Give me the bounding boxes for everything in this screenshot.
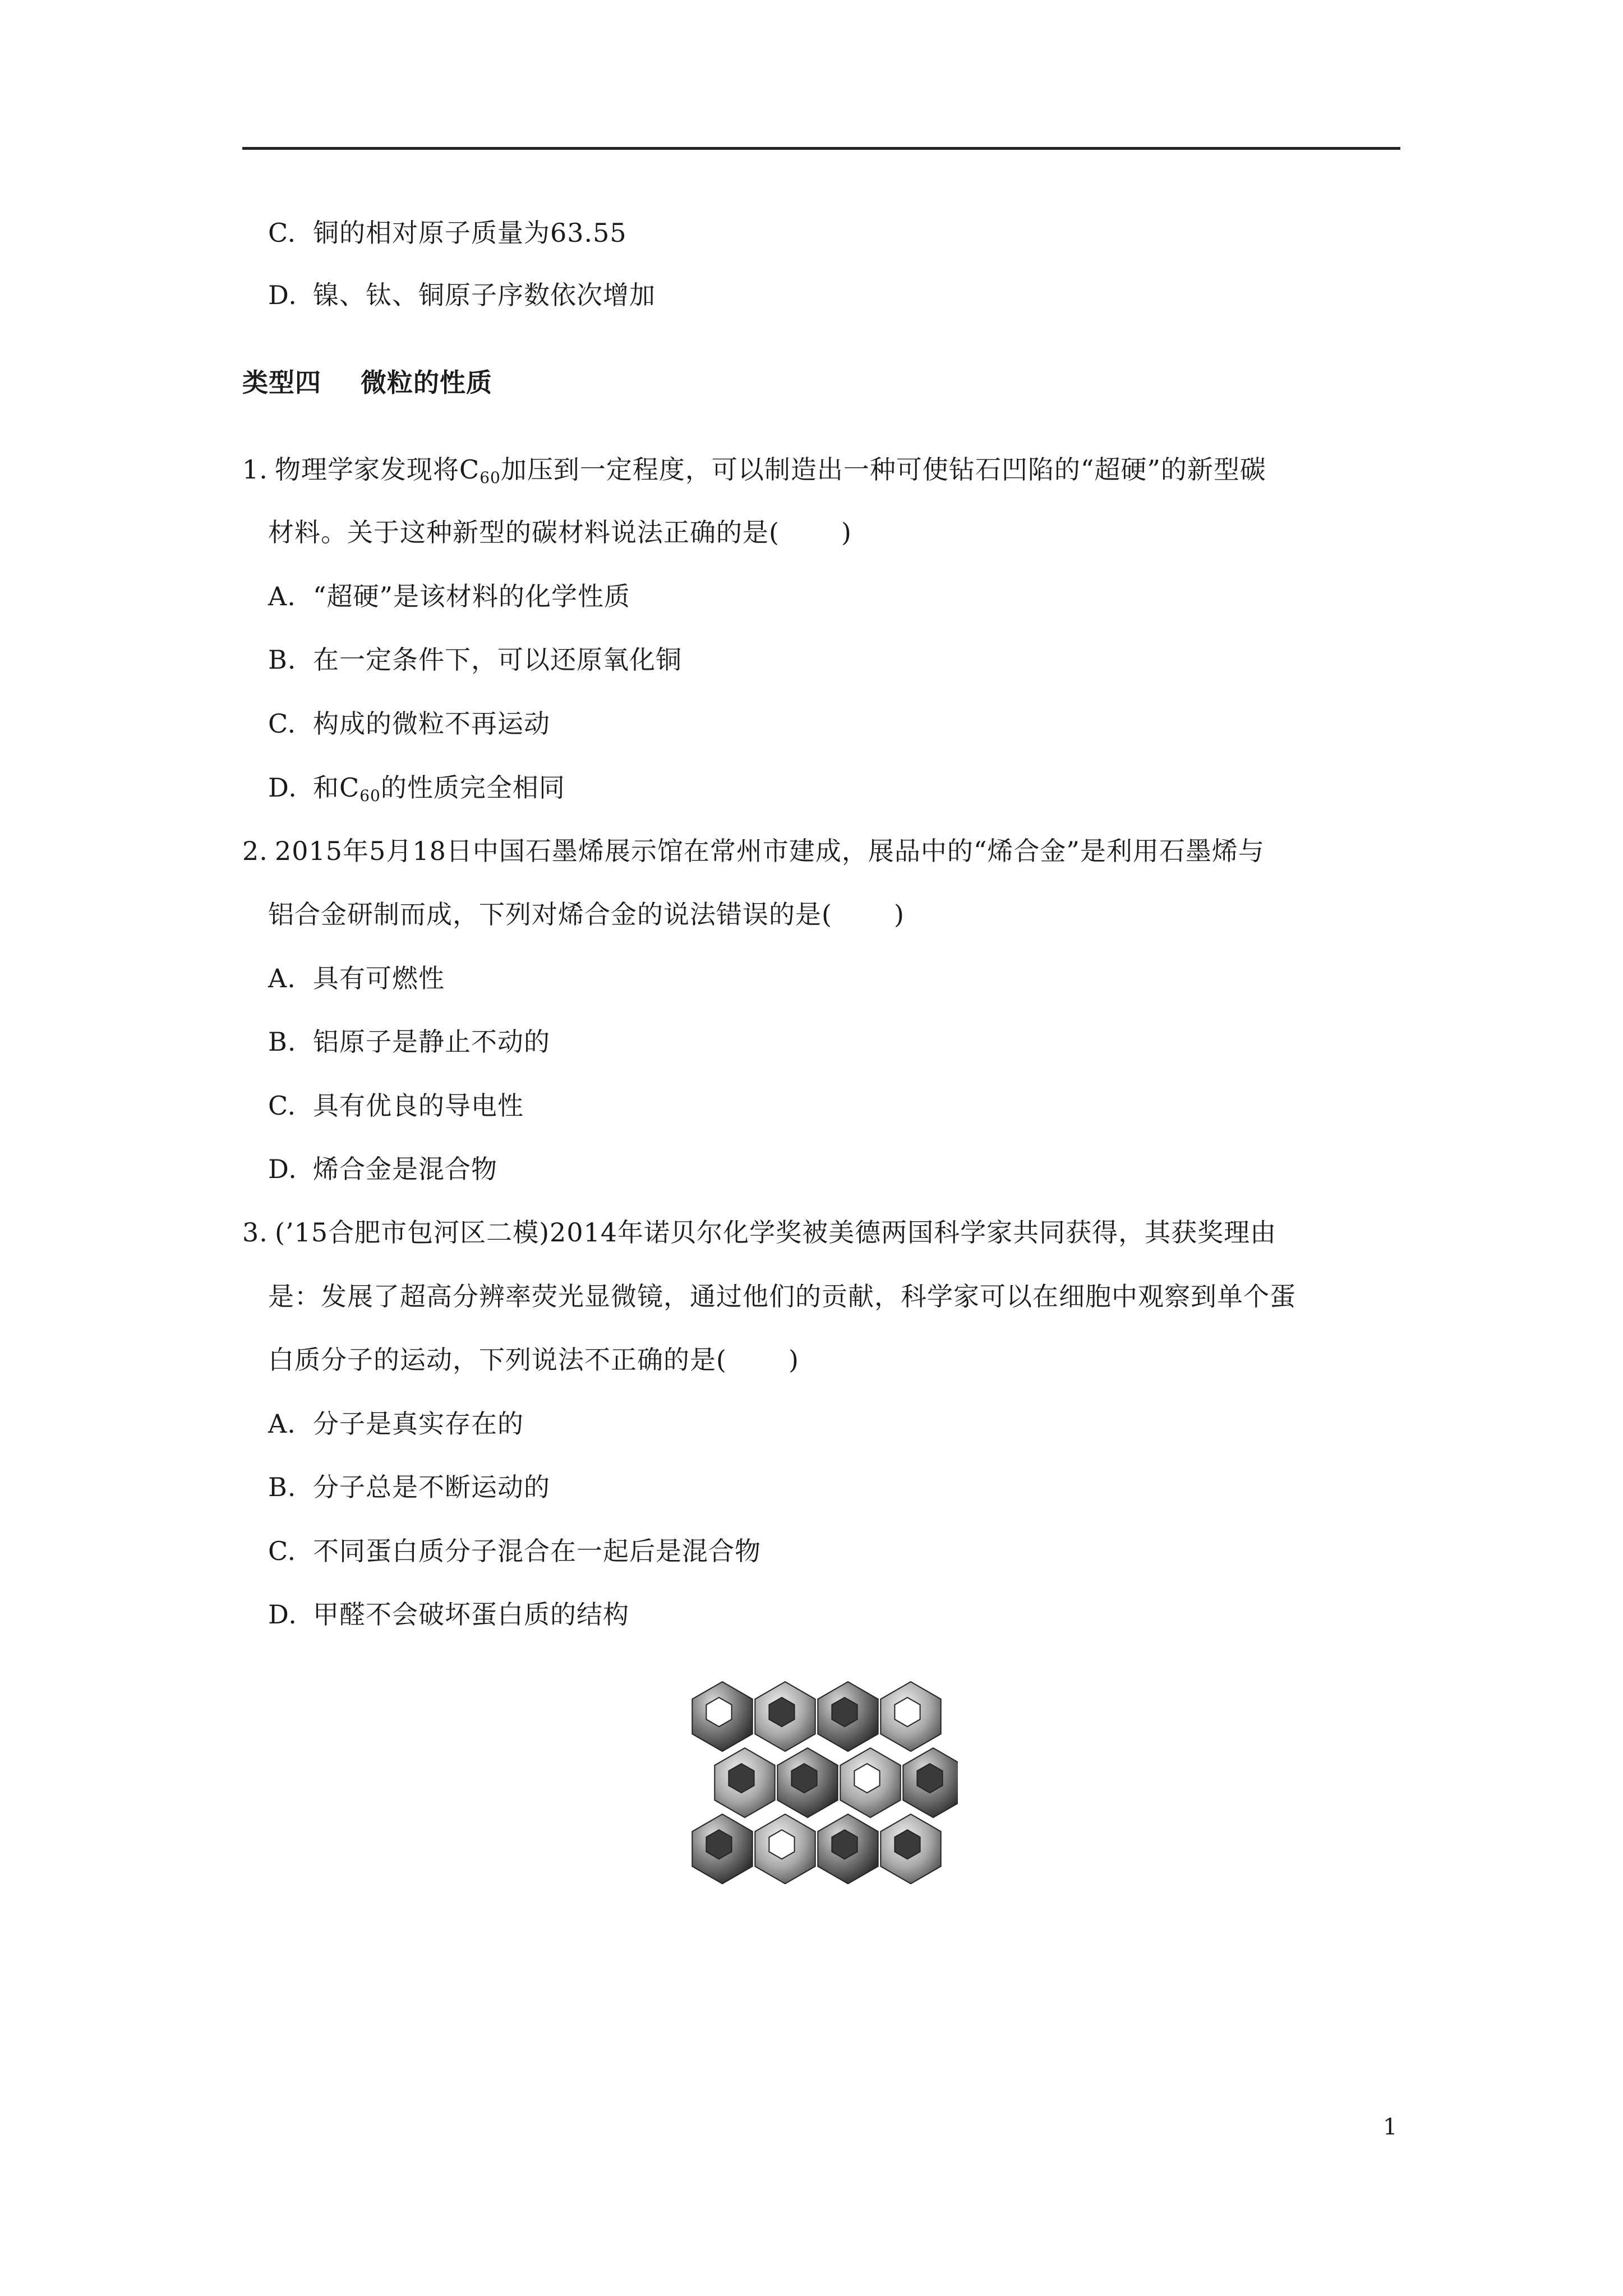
header-rule xyxy=(242,147,1400,150)
prev-option-d: D. 镍、钛、铜原子序数依次增加 xyxy=(268,280,656,310)
question-1-option-b: B. 在一定条件下，可以还原氧化铜 xyxy=(268,645,682,675)
question-3-line-3: 白质分子的运动，下列说法不正确的是( ) xyxy=(268,1345,799,1375)
question-1-option-a: A. “超硬”是该材料的化学性质 xyxy=(268,581,631,611)
question-1-option-d: D. 和$C_{60}$的性质完全相同 xyxy=(268,772,565,805)
question-1-option-c: C. 构成的微粒不再运动 xyxy=(268,708,550,739)
question-2-line-1: 2. 2015年5月18日中国石墨烯展示馆在常州市建成，展品中的“烯合金”是利用石墨烯与 xyxy=(242,836,1265,866)
question-3-line-1: 3. (’15合肥市包河区二模)2014年诺贝尔化学奖被美德两国科学家共同获得，其获奖理由 xyxy=(242,1217,1277,1248)
question-2-option-d: D. 烯合金是混合物 xyxy=(268,1154,497,1184)
question-3-option-c: C. 不同蛋白质分子混合在一起后是混合物 xyxy=(268,1536,761,1566)
page-number: 1 xyxy=(1383,2114,1398,2140)
question-3-line-2: 是：发展了超高分辨率荧光显微镜，通过他们的贡献，科学家可以在细胞中观察到单个蛋 xyxy=(268,1281,1296,1312)
question-3-option-d: D. 甲醛不会破坏蛋白质的结构 xyxy=(268,1599,629,1630)
question-2-line-2: 铝合金研制而成，下列对烯合金的说法错误的是( ) xyxy=(268,899,905,930)
prev-option-c: C. 铜的相对原子质量为63.55 xyxy=(268,218,627,248)
section-heading: 类型四 微粒的性质 xyxy=(242,367,492,398)
question-3-option-b: B. 分子总是不断运动的 xyxy=(268,1472,550,1502)
ice-cage-structure-figure xyxy=(683,1674,958,1904)
question-2-option-c: C. 具有优良的导电性 xyxy=(268,1091,524,1121)
question-1-line-2: 材料。关于这种新型的碳材料说法正确的是( ) xyxy=(268,517,852,547)
question-1-line-1: 1. 物理学家发现将$C_{60}$加压到一定程度，可以制造出一种可使钻石凹陷的“超硬”的新型碳 xyxy=(242,454,1266,487)
question-3-option-a: A. 分子是真实存在的 xyxy=(268,1409,524,1439)
question-2-option-b: B. 铝原子是静止不动的 xyxy=(268,1027,550,1057)
question-2-option-a: A. 具有可燃性 xyxy=(268,963,445,993)
